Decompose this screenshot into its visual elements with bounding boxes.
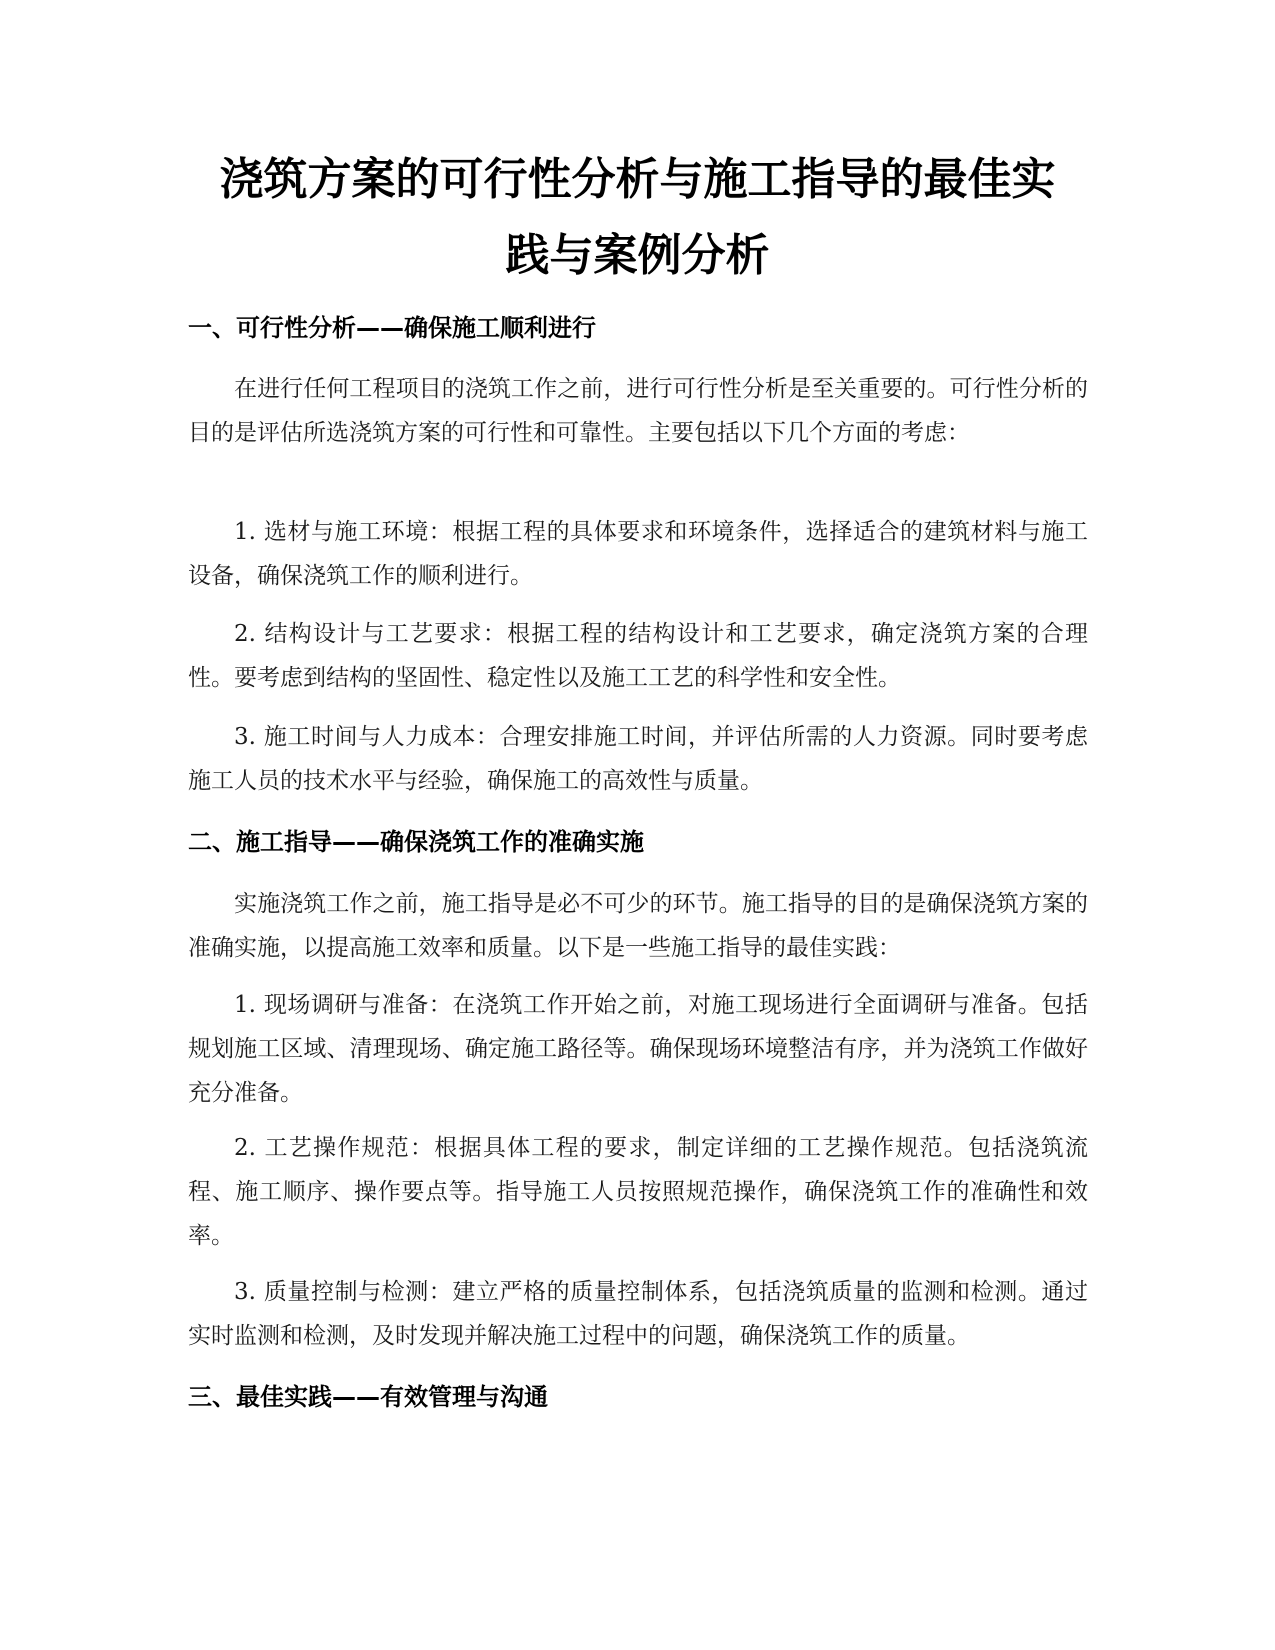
section-1-item-1: 1. 选材与施工环境：根据工程的具体要求和环境条件，选择适合的建筑材料与施工设备，确保浇筑工作的顺利进行。 [188,519,1088,589]
page-title [150,142,1125,294]
section-2-item-1: 1. 现场调研与准备：在浇筑工作开始之前，对施工现场进行全面调研与准备。包括规划施工区域、清理现场、确定施工路径等。确保现场环境整洁有序，并为浇筑工作做好充分准备。 [188,992,1088,1106]
section-3-heading: 三、最佳实践——有效管理与沟通 [188,1383,548,1411]
section-1-item-2: 2. 结构设计与工艺要求：根据工程的结构设计和工艺要求，确定浇筑方案的合理性。要考虑到结构的坚固性、稳定性以及施工工艺的科学性和安全性。 [188,621,1088,691]
title-line-1: 浇筑方案的可行性分析与施工指导的最佳实 [219,154,1056,205]
section-2-item-3: 3. 质量控制与检测：建立严格的质量控制体系，包括浇筑质量的监测和检测。通过实时监测和检测，及时发现并解决施工过程中的问题，确保浇筑工作的质量。 [188,1279,1088,1349]
section-1-heading: 一、可行性分析——确保施工顺利进行 [188,314,596,342]
section-1-item-3: 3. 施工时间与人力成本：合理安排施工时间，并评估所需的人力资源。同时要考虑施工人员的技术水平与经验，确保施工的高效性与质量。 [188,724,1088,794]
section-2-item-2: 2. 工艺操作规范：根据具体工程的要求，制定详细的工艺操作规范。包括浇筑流程、施工顺序、操作要点等。指导施工人员按照规范操作，确保浇筑工作的准确性和效率。 [188,1135,1088,1249]
title-line-2: 践与案例分析 [505,230,770,281]
section-1-intro: 在进行任何工程项目的浇筑工作之前，进行可行性分析是至关重要的。可行性分析的目的是评估所选浇筑方案的可行性和可靠性。主要包括以下几个方面的考虑： [188,376,1088,446]
section-2-heading: 二、施工指导——确保浇筑工作的准确实施 [188,828,644,856]
section-2-intro: 实施浇筑工作之前，施工指导是必不可少的环节。施工指导的目的是确保浇筑方案的准确实施，以提高施工效率和质量。以下是一些施工指导的最佳实践： [188,891,1088,961]
